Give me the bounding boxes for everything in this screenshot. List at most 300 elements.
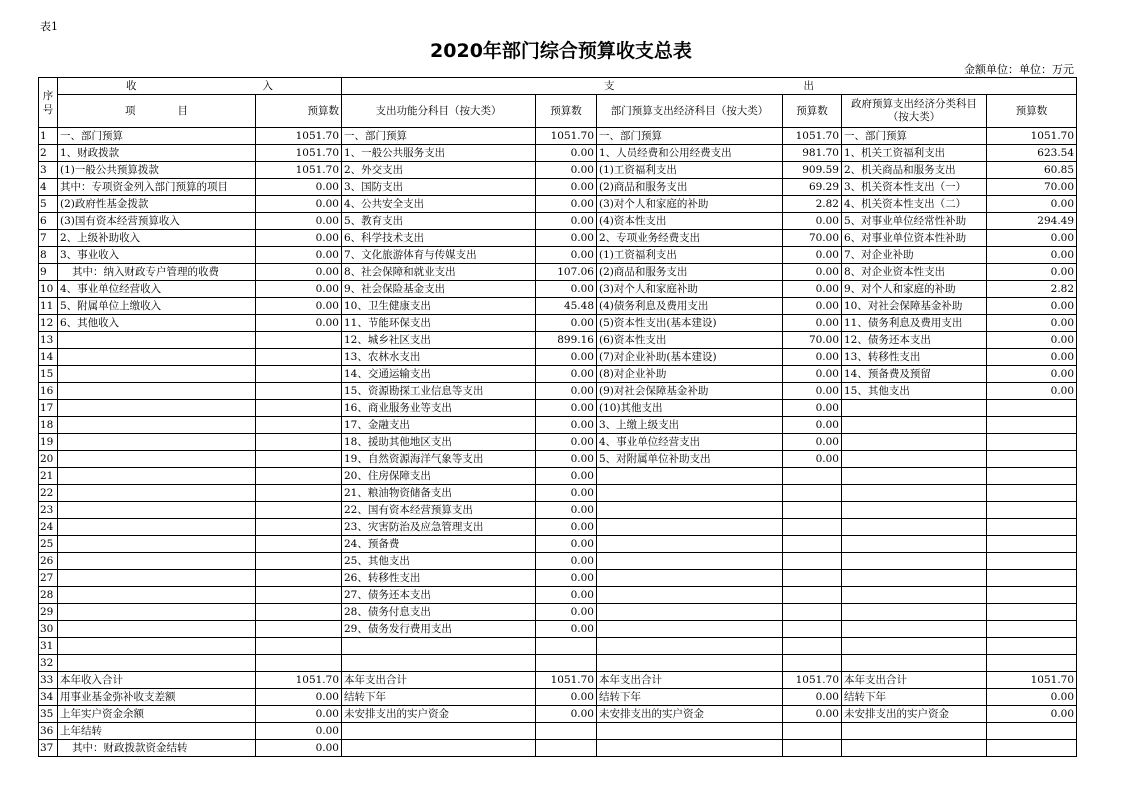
gov-class-item: 2、机关商品和服务支出 — [842, 162, 987, 179]
gov-class-item — [842, 502, 987, 519]
income-item — [58, 400, 256, 417]
econ-class-amount: 0.00 — [783, 451, 842, 468]
page-title: 2020年部门综合预算收支总表 — [430, 40, 692, 62]
econ-class-item — [597, 553, 783, 570]
gov-class-amount — [987, 740, 1077, 757]
table-row — [39, 672, 1077, 689]
func-class-item: 18、援助其他地区支出 — [342, 434, 536, 451]
econ-class-item: (1)工资福利支出 — [597, 162, 783, 179]
gov-class-amount: 0.00 — [987, 689, 1077, 706]
econ-class-item: 1、人员经费和公用经费支出 — [597, 145, 783, 162]
gov-class-item — [842, 587, 987, 604]
gov-class-amount: 623.54 — [987, 145, 1077, 162]
gov-class-item — [842, 570, 987, 587]
table-row — [39, 196, 1077, 213]
row-seq: 12 — [39, 315, 58, 332]
gov-class-amount: 294.49 — [987, 213, 1077, 230]
income-amount — [256, 519, 342, 536]
income-amount — [256, 485, 342, 502]
amount-unit: 金额单位：单位：万元 — [964, 63, 1074, 76]
income-item — [58, 536, 256, 553]
table-row — [39, 553, 1077, 570]
func-class-item: 未安排支出的实户资金 — [342, 706, 536, 723]
gov-class-item — [842, 451, 987, 468]
income-amount — [256, 502, 342, 519]
gov-class-item: 5、对事业单位经常性补助 — [842, 213, 987, 230]
econ-class-amount: 1051.70 — [783, 128, 842, 145]
func-class-amount: 0.00 — [536, 604, 597, 621]
gov-class-amount — [987, 570, 1077, 587]
table-row — [39, 315, 1077, 332]
seq-header: 序号 — [39, 78, 58, 128]
income-item — [58, 332, 256, 349]
func-amount-header: 预算数 — [536, 95, 597, 128]
table-row — [39, 485, 1077, 502]
gov-class-item: 8、对企业资本性支出 — [842, 264, 987, 281]
func-class-amount: 0.00 — [536, 196, 597, 213]
row-seq: 21 — [39, 468, 58, 485]
func-class-item: 26、转移性支出 — [342, 570, 536, 587]
gov-class-item: 10、对社会保障基金补助 — [842, 298, 987, 315]
row-seq: 5 — [39, 196, 58, 213]
gov-class-item — [842, 434, 987, 451]
table-row — [39, 502, 1077, 519]
gov-class-amount: 70.00 — [987, 179, 1077, 196]
econ-class-amount — [783, 468, 842, 485]
gov-class-amount — [987, 434, 1077, 451]
income-item: 其中：纳入财政专户管理的收费 — [58, 264, 256, 281]
func-class-amount: 0.00 — [536, 536, 597, 553]
econ-class-item — [597, 638, 783, 655]
table-row — [39, 536, 1077, 553]
income-item — [58, 468, 256, 485]
econ-class-item: (4)资本性支出 — [597, 213, 783, 230]
income-amount: 0.00 — [256, 247, 342, 264]
econ-class-amount: 0.00 — [783, 247, 842, 264]
func-class-amount: 1051.70 — [536, 128, 597, 145]
row-seq: 20 — [39, 451, 58, 468]
func-class-amount: 0.00 — [536, 349, 597, 366]
income-item: 5、附属单位上缴收入 — [58, 298, 256, 315]
row-seq: 32 — [39, 655, 58, 672]
income-amount — [256, 400, 342, 417]
econ-class-amount: 0.00 — [783, 298, 842, 315]
income-amount — [256, 332, 342, 349]
income-item: 上年结转 — [58, 723, 256, 740]
row-seq: 33 — [39, 672, 58, 689]
row-seq: 19 — [39, 434, 58, 451]
func-class-header: 支出功能分科目（按大类） — [342, 95, 536, 128]
income-item — [58, 485, 256, 502]
income-amount — [256, 536, 342, 553]
table-row — [39, 128, 1077, 145]
gov-class-amount: 0.00 — [987, 196, 1077, 213]
row-seq: 17 — [39, 400, 58, 417]
econ-class-item — [597, 604, 783, 621]
econ-class-item: 5、对附属单位补助支出 — [597, 451, 783, 468]
gov-class-amount — [987, 553, 1077, 570]
func-class-amount: 0.00 — [536, 417, 597, 434]
gov-class-amount — [987, 502, 1077, 519]
func-class-amount: 0.00 — [536, 230, 597, 247]
row-seq: 1 — [39, 128, 58, 145]
table-row — [39, 162, 1077, 179]
gov-class-amount: 1051.70 — [987, 672, 1077, 689]
func-class-amount: 107.06 — [536, 264, 597, 281]
func-class-item: 6、科学技术支出 — [342, 230, 536, 247]
gov-class-amount: 0.00 — [987, 332, 1077, 349]
table-row — [39, 740, 1077, 757]
gov-class-item — [842, 621, 987, 638]
row-seq: 28 — [39, 587, 58, 604]
func-class-amount: 0.00 — [536, 553, 597, 570]
row-seq: 9 — [39, 264, 58, 281]
gov-class-amount: 60.85 — [987, 162, 1077, 179]
income-amount: 0.00 — [256, 689, 342, 706]
gov-class-amount — [987, 587, 1077, 604]
income-amount: 0.00 — [256, 230, 342, 247]
row-seq: 22 — [39, 485, 58, 502]
func-class-item: 2、外交支出 — [342, 162, 536, 179]
income-amount — [256, 604, 342, 621]
income-amount: 0.00 — [256, 264, 342, 281]
gov-class-amount: 0.00 — [987, 298, 1077, 315]
income-amount — [256, 434, 342, 451]
row-seq: 30 — [39, 621, 58, 638]
gov-class-item — [842, 604, 987, 621]
econ-class-amount: 0.00 — [783, 400, 842, 417]
gov-class-item: 14、预备费及预留 — [842, 366, 987, 383]
func-class-item: 3、国防支出 — [342, 179, 536, 196]
econ-class-item: (5)资本性支出(基本建设) — [597, 315, 783, 332]
econ-class-item: (3)对个人和家庭的补助 — [597, 196, 783, 213]
gov-class-item — [842, 740, 987, 757]
row-seq: 24 — [39, 519, 58, 536]
table-row — [39, 179, 1077, 196]
gov-class-item — [842, 400, 987, 417]
table-row — [39, 281, 1077, 298]
income-item: (2)政府性基金拨款 — [58, 196, 256, 213]
econ-class-amount — [783, 553, 842, 570]
income-item: 6、其他收入 — [58, 315, 256, 332]
income-item — [58, 604, 256, 621]
econ-class-amount: 0.00 — [783, 315, 842, 332]
row-seq: 35 — [39, 706, 58, 723]
econ-class-item: (4)债务利息及费用支出 — [597, 298, 783, 315]
income-item — [58, 621, 256, 638]
econ-class-item: (2)商品和服务支出 — [597, 179, 783, 196]
gov-class-amount — [987, 451, 1077, 468]
econ-class-amount — [783, 587, 842, 604]
func-class-amount: 0.00 — [536, 383, 597, 400]
income-item — [58, 417, 256, 434]
gov-class-amount: 0.00 — [987, 230, 1077, 247]
func-class-amount: 0.00 — [536, 281, 597, 298]
income-item-header: 项 目 — [58, 95, 256, 128]
func-class-amount: 0.00 — [536, 162, 597, 179]
table-body — [39, 128, 1077, 757]
econ-class-item — [597, 502, 783, 519]
func-class-item: 14、交通运输支出 — [342, 366, 536, 383]
func-class-amount: 0.00 — [536, 247, 597, 264]
func-class-amount: 0.00 — [536, 213, 597, 230]
income-amount — [256, 638, 342, 655]
func-class-item: 15、资源勘探工业信息等支出 — [342, 383, 536, 400]
econ-class-amount — [783, 723, 842, 740]
func-class-item: 一、部门预算 — [342, 128, 536, 145]
econ-class-amount — [783, 536, 842, 553]
func-class-item: 28、债务付息支出 — [342, 604, 536, 621]
income-amount — [256, 366, 342, 383]
income-amount: 0.00 — [256, 315, 342, 332]
func-class-amount — [536, 638, 597, 655]
gov-class-item: 一、部门预算 — [842, 128, 987, 145]
func-class-item: 12、城乡社区支出 — [342, 332, 536, 349]
func-class-amount: 0.00 — [536, 485, 597, 502]
row-seq: 3 — [39, 162, 58, 179]
table-row — [39, 706, 1077, 723]
econ-class-item: 未安排支出的实户资金 — [597, 706, 783, 723]
gov-class-amount — [987, 621, 1077, 638]
budget-table — [38, 77, 1077, 757]
gov-class-item: 4、机关资本性支出（二） — [842, 196, 987, 213]
func-class-amount: 0.00 — [536, 689, 597, 706]
gov-class-item: 结转下年 — [842, 689, 987, 706]
gov-class-header: 政府预算支出经济分类科目（按大类） — [842, 95, 987, 128]
func-class-item: 13、农林水支出 — [342, 349, 536, 366]
econ-class-amount: 981.70 — [783, 145, 842, 162]
table-row — [39, 213, 1077, 230]
income-amount — [256, 553, 342, 570]
row-seq: 37 — [39, 740, 58, 757]
econ-class-amount: 0.00 — [783, 383, 842, 400]
income-amount — [256, 349, 342, 366]
row-seq: 31 — [39, 638, 58, 655]
econ-class-item: (1)工资福利支出 — [597, 247, 783, 264]
row-seq: 10 — [39, 281, 58, 298]
func-class-item: 24、预备费 — [342, 536, 536, 553]
econ-class-item — [597, 740, 783, 757]
func-class-item: 11、节能环保支出 — [342, 315, 536, 332]
income-amount: 0.00 — [256, 281, 342, 298]
gov-class-amount — [987, 655, 1077, 672]
income-item: 3、事业收入 — [58, 247, 256, 264]
table-row — [39, 723, 1077, 740]
func-class-amount — [536, 740, 597, 757]
econ-class-amount — [783, 485, 842, 502]
table-row — [39, 434, 1077, 451]
func-class-item: 5、教育支出 — [342, 213, 536, 230]
gov-amount-header: 预算数 — [987, 95, 1077, 128]
row-seq: 23 — [39, 502, 58, 519]
func-class-item — [342, 638, 536, 655]
econ-class-amount — [783, 519, 842, 536]
func-class-item: 19、自然资源海洋气象等支出 — [342, 451, 536, 468]
gov-class-amount — [987, 723, 1077, 740]
econ-class-amount — [783, 740, 842, 757]
gov-class-item: 13、转移性支出 — [842, 349, 987, 366]
econ-class-amount — [783, 502, 842, 519]
gov-class-item: 7、对企业补助 — [842, 247, 987, 264]
income-item — [58, 366, 256, 383]
econ-class-item: (6)资本性支出 — [597, 332, 783, 349]
gov-class-amount: 0.00 — [987, 349, 1077, 366]
gov-class-amount — [987, 519, 1077, 536]
econ-amount-header: 预算数 — [783, 95, 842, 128]
func-class-amount: 0.00 — [536, 519, 597, 536]
row-seq: 34 — [39, 689, 58, 706]
gov-class-amount: 0.00 — [987, 315, 1077, 332]
income-amount — [256, 655, 342, 672]
income-item: (3)国有资本经营预算收入 — [58, 213, 256, 230]
row-seq: 7 — [39, 230, 58, 247]
func-class-amount: 0.00 — [536, 145, 597, 162]
func-class-item: 20、住房保障支出 — [342, 468, 536, 485]
econ-class-item: (8)对企业补助 — [597, 366, 783, 383]
row-seq: 8 — [39, 247, 58, 264]
func-class-item — [342, 655, 536, 672]
gov-class-amount — [987, 485, 1077, 502]
row-seq: 14 — [39, 349, 58, 366]
econ-class-item: 4、事业单位经营支出 — [597, 434, 783, 451]
gov-class-item: 6、对事业单位资本性补助 — [842, 230, 987, 247]
func-class-amount: 0.00 — [536, 451, 597, 468]
econ-class-item — [597, 655, 783, 672]
income-amount: 0.00 — [256, 213, 342, 230]
row-seq: 4 — [39, 179, 58, 196]
table-row — [39, 145, 1077, 162]
table-row — [39, 621, 1077, 638]
func-class-item: 本年支出合计 — [342, 672, 536, 689]
func-class-item — [342, 740, 536, 757]
func-class-amount: 0.00 — [536, 621, 597, 638]
econ-class-item — [597, 485, 783, 502]
table-number: 表1 — [40, 20, 58, 33]
econ-class-header: 部门预算支出经济科目（按大类） — [597, 95, 783, 128]
table-row — [39, 400, 1077, 417]
income-amount: 1051.70 — [256, 162, 342, 179]
econ-class-amount — [783, 621, 842, 638]
econ-class-amount: 1051.70 — [783, 672, 842, 689]
econ-class-amount: 0.00 — [783, 349, 842, 366]
econ-class-item: 2、专项业务经费支出 — [597, 230, 783, 247]
income-item — [58, 570, 256, 587]
gov-class-item: 12、债务还本支出 — [842, 332, 987, 349]
func-class-amount: 0.00 — [536, 434, 597, 451]
func-class-item: 17、金融支出 — [342, 417, 536, 434]
gov-class-item — [842, 536, 987, 553]
expense-group-header: 支 出 — [342, 78, 1077, 95]
econ-class-amount — [783, 638, 842, 655]
row-seq: 2 — [39, 145, 58, 162]
income-amount — [256, 468, 342, 485]
econ-class-item: 3、上缴上级支出 — [597, 417, 783, 434]
table-row — [39, 587, 1077, 604]
econ-class-item: 一、部门预算 — [597, 128, 783, 145]
gov-class-amount — [987, 536, 1077, 553]
econ-class-amount: 0.00 — [783, 434, 842, 451]
income-amount — [256, 417, 342, 434]
func-class-amount — [536, 723, 597, 740]
gov-class-amount: 0.00 — [987, 264, 1077, 281]
table-row — [39, 570, 1077, 587]
table-row — [39, 417, 1077, 434]
income-amount: 0.00 — [256, 179, 342, 196]
func-class-item: 1、一般公共服务支出 — [342, 145, 536, 162]
func-class-amount: 0.00 — [536, 179, 597, 196]
func-class-amount: 45.48 — [536, 298, 597, 315]
income-item: (1)一般公共预算拨款 — [58, 162, 256, 179]
income-amount — [256, 570, 342, 587]
row-seq: 27 — [39, 570, 58, 587]
income-item — [58, 638, 256, 655]
income-item — [58, 587, 256, 604]
income-item: 4、事业单位经营收入 — [58, 281, 256, 298]
row-seq: 13 — [39, 332, 58, 349]
income-item — [58, 655, 256, 672]
row-seq: 18 — [39, 417, 58, 434]
table-row — [39, 247, 1077, 264]
table-row — [39, 689, 1077, 706]
gov-class-amount — [987, 417, 1077, 434]
econ-class-item — [597, 536, 783, 553]
econ-class-amount: 909.59 — [783, 162, 842, 179]
income-amount: 0.00 — [256, 740, 342, 757]
income-amount: 1051.70 — [256, 145, 342, 162]
func-class-amount: 1051.70 — [536, 672, 597, 689]
func-class-item: 9、社会保险基金支出 — [342, 281, 536, 298]
income-item — [58, 519, 256, 536]
econ-class-item — [597, 723, 783, 740]
gov-class-item — [842, 553, 987, 570]
econ-class-item: (7)对企业补助(基本建设) — [597, 349, 783, 366]
econ-class-item: 结转下年 — [597, 689, 783, 706]
income-item — [58, 451, 256, 468]
gov-class-amount — [987, 604, 1077, 621]
table-row — [39, 383, 1077, 400]
econ-class-amount: 70.00 — [783, 230, 842, 247]
table-row — [39, 519, 1077, 536]
row-seq: 16 — [39, 383, 58, 400]
econ-class-item — [597, 587, 783, 604]
gov-class-item — [842, 417, 987, 434]
gov-class-item: 未安排支出的实户资金 — [842, 706, 987, 723]
func-class-amount: 0.00 — [536, 587, 597, 604]
func-class-item — [342, 723, 536, 740]
income-amount — [256, 451, 342, 468]
econ-class-amount: 69.29 — [783, 179, 842, 196]
econ-class-amount — [783, 655, 842, 672]
row-seq: 26 — [39, 553, 58, 570]
gov-class-item: 9、对个人和家庭的补助 — [842, 281, 987, 298]
func-class-item: 4、公共安全支出 — [342, 196, 536, 213]
gov-class-item — [842, 655, 987, 672]
gov-class-amount: 2.82 — [987, 281, 1077, 298]
income-item: 用事业基金弥补收支差额 — [58, 689, 256, 706]
income-item — [58, 502, 256, 519]
econ-class-amount: 0.00 — [783, 417, 842, 434]
gov-class-item — [842, 723, 987, 740]
table-row — [39, 349, 1077, 366]
func-class-amount: 0.00 — [536, 468, 597, 485]
func-class-item: 29、债务发行费用支出 — [342, 621, 536, 638]
gov-class-item: 11、债务利息及费用支出 — [842, 315, 987, 332]
gov-class-amount: 0.00 — [987, 247, 1077, 264]
income-amount: 1051.70 — [256, 672, 342, 689]
func-class-item: 8、社会保障和就业支出 — [342, 264, 536, 281]
econ-class-amount — [783, 604, 842, 621]
income-item: 上年实户资金余额 — [58, 706, 256, 723]
